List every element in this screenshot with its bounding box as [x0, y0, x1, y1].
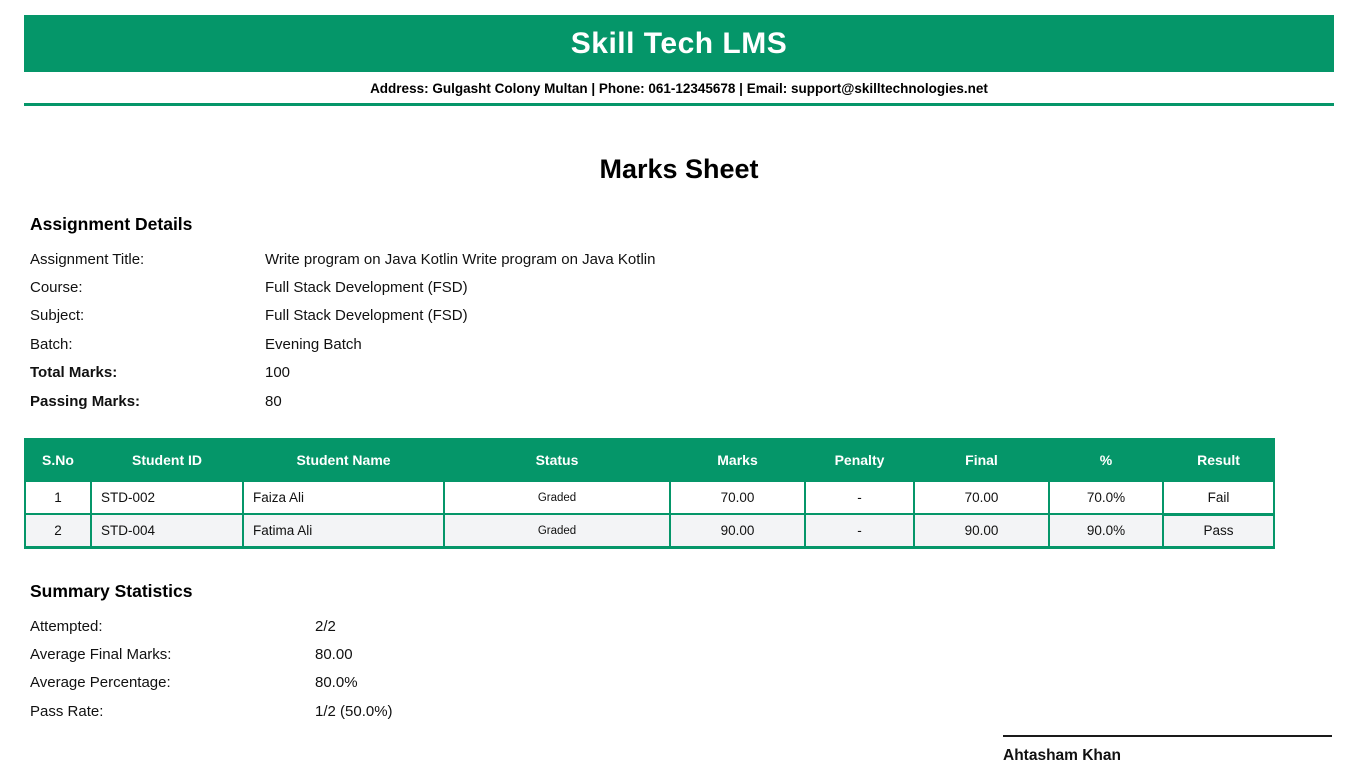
cell-marks: 70.00 — [670, 481, 805, 514]
detail-row-passing-marks — [30, 387, 1358, 415]
cell-sno: 2 — [25, 514, 91, 547]
detail-value: Full Stack Development (FSD) — [265, 279, 468, 297]
cell-percent: 90.0% — [1049, 514, 1163, 547]
app-title: Skill Tech LMS — [570, 26, 788, 60]
summary-statistics-heading: Summary Statistics — [30, 580, 193, 601]
detail-label: Assignment Title: — [30, 250, 145, 268]
cell-percent: 70.0% — [1049, 481, 1163, 514]
col-header-percent: % — [1049, 439, 1163, 481]
detail-value: 100 — [265, 364, 291, 382]
summary-value: 2/2 — [315, 617, 336, 635]
detail-value: Full Stack Development (FSD) — [265, 307, 468, 325]
col-header-final: Final — [914, 439, 1049, 481]
signature-line — [1003, 735, 1332, 737]
marks-table-header-row — [25, 439, 1274, 481]
contact-address-line: Address: Gulgasht Colony Multan | Phone: 061-12345678 | Email: support@skilltechnologies.net — [370, 81, 988, 96]
cell-status: Graded — [444, 514, 670, 547]
detail-label: Subject: — [30, 307, 85, 325]
brand-banner — [24, 15, 1334, 72]
summary-row-average-percentage — [30, 669, 1358, 697]
detail-row-total-marks — [30, 359, 1358, 387]
col-header-sno: S.No — [25, 439, 91, 481]
cell-status: Graded — [444, 481, 670, 514]
cell-result: Pass — [1163, 514, 1274, 547]
cell-sno: 1 — [25, 481, 91, 514]
cell-student-id: STD-004 — [91, 514, 243, 547]
col-header-student-name: Student Name — [243, 439, 444, 481]
summary-label: Pass Rate: — [30, 702, 104, 720]
detail-value: 80 — [265, 392, 282, 410]
detail-row-assignment-title — [30, 245, 1358, 273]
detail-value: Write program on Java Kotlin Write program on Java Kotlin — [265, 250, 656, 268]
cell-student-id: STD-002 — [91, 481, 243, 514]
assignment-details-list — [30, 245, 1358, 415]
summary-label: Attempted: — [30, 617, 103, 635]
cell-final: 70.00 — [914, 481, 1049, 514]
assignment-details-heading: Assignment Details — [30, 214, 193, 234]
detail-label: Course: — [30, 279, 83, 297]
detail-label: Batch: — [30, 335, 73, 353]
summary-row-attempted — [30, 612, 1358, 640]
page-title: Marks Sheet — [599, 154, 759, 184]
signature-block — [1003, 735, 1332, 765]
summary-statistics-list — [30, 612, 1358, 726]
cell-penalty: - — [805, 514, 914, 547]
table-row — [25, 514, 1274, 547]
detail-label: Total Marks: — [30, 364, 118, 382]
col-header-penalty: Penalty — [805, 439, 914, 481]
col-header-status: Status — [444, 439, 670, 481]
col-header-marks: Marks — [670, 439, 805, 481]
detail-row-subject — [30, 302, 1358, 330]
header-divider — [24, 103, 1334, 106]
cell-student-name: Fatima Ali — [243, 514, 444, 547]
summary-value: 1/2 (50.0%) — [315, 702, 393, 720]
col-header-student-id: Student ID — [91, 439, 243, 481]
cell-final: 90.00 — [914, 514, 1049, 547]
col-header-result: Result — [1163, 439, 1274, 481]
summary-value: 80.00 — [315, 645, 353, 663]
detail-label: Passing Marks: — [30, 392, 141, 410]
table-row — [25, 481, 1274, 514]
cell-student-name: Faiza Ali — [243, 481, 444, 514]
summary-row-average-final-marks — [30, 640, 1358, 668]
summary-label: Average Final Marks: — [30, 645, 172, 663]
summary-row-pass-rate — [30, 697, 1358, 725]
detail-value: Evening Batch — [265, 335, 362, 353]
cell-result: Fail — [1163, 481, 1274, 514]
marks-table — [24, 438, 1275, 549]
summary-value: 80.0% — [315, 674, 358, 692]
signature-name: Ahtasham Khan — [1003, 747, 1121, 764]
cell-penalty: - — [805, 481, 914, 514]
cell-marks: 90.00 — [670, 514, 805, 547]
detail-row-batch — [30, 330, 1358, 358]
summary-label: Average Percentage: — [30, 674, 171, 692]
detail-row-course — [30, 273, 1358, 301]
